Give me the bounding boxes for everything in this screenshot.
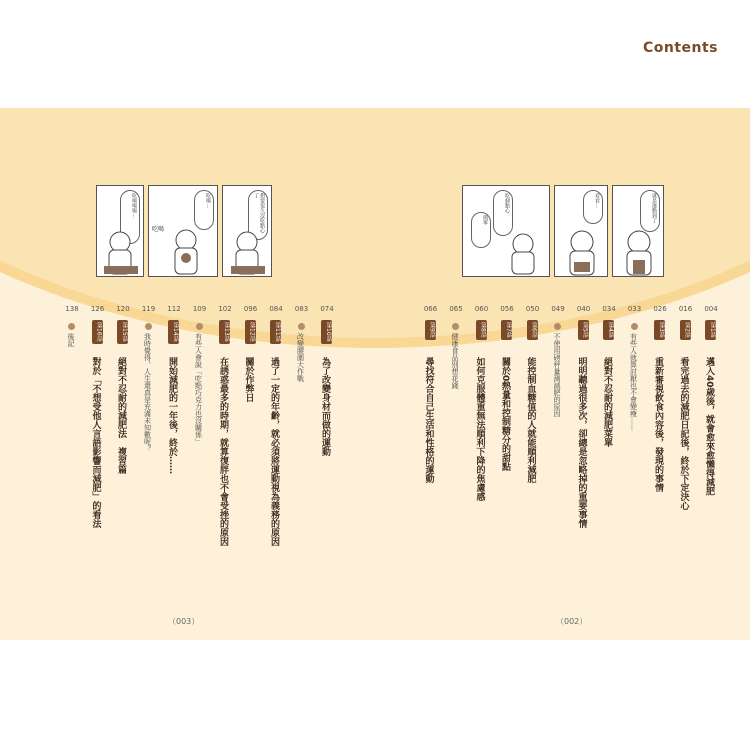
chapter-title: 對於「不想受他人言語影響而減肥」的看法 [90,357,101,528]
chapter-badge: 第3話 [654,320,665,340]
toc-entry[interactable] [498,305,516,505]
toc-page-number: 065 [449,305,463,313]
toc-entry[interactable] [473,305,491,505]
chapter-badge: 第5話 [578,320,589,340]
speech-bubble: 吃個點心 [493,190,513,236]
toc-entry[interactable] [447,305,465,505]
toc-left-page [56,305,336,605]
chapter-badge: 第1話 [705,320,716,340]
manga-panel-left-1 [96,185,144,277]
chapter-badge: 第7話 [501,320,512,340]
toc-page-number: 112 [167,305,181,313]
toc-entry[interactable] [293,305,311,505]
toc-page-number: 138 [65,305,79,313]
chapter-badge: 第13話 [219,320,230,344]
sound-effect: 吃喝 [152,226,165,233]
column-title: 有些人就算討厭也不會變瘦…… [629,333,638,431]
toc-page-number: 074 [320,305,334,313]
toc-entry[interactable] [165,305,183,505]
toc-page-number: 066 [423,305,438,313]
toc-entry[interactable] [422,305,440,505]
toc-page-number: 016 [678,305,693,313]
toc-entry[interactable] [600,305,618,505]
toc-entry[interactable] [89,305,107,528]
toc-page-number: 049 [551,305,565,313]
toc-page-number: 084 [269,305,283,313]
toc-page-number: 050 [525,305,540,313]
chapter-title: 關於作弊日 [243,357,254,402]
toc-entry[interactable] [677,305,695,510]
chapter-title: 明明聽過很多次，卻總是忽略掉的重要事情 [576,357,587,528]
toc-page-number: 034 [602,305,616,313]
chapter-badge: 第6話 [527,320,538,340]
toc-page-number: 083 [294,305,309,313]
toc-page-number: 060 [474,305,489,313]
toc-page-number: 102 [218,305,232,313]
chapter-title: 如何克服體重無法順利下降的焦慮感 [474,357,485,501]
toc-page-number: 033 [627,305,642,313]
chapter-title: 為了改變身材而做的運動 [320,357,330,456]
toc-right-page [420,305,720,605]
toc-page-number: 056 [500,305,514,313]
chapter-title: 邁入40歲後，就會愈來愈懶得減肥 [704,357,714,496]
chapter-title: 開始減肥的一年後，終於…… [167,357,177,474]
character-figure [615,224,661,276]
page-number-left: （002） [556,617,588,626]
chapter-badge: 第11話 [270,320,281,344]
chapter-title: 過了一定的年齡，就必須將運動視為義務的原因 [269,357,279,546]
toc-entry[interactable] [114,305,132,505]
column-title: 改變腰圍大作戰 [296,333,305,382]
character-figure [154,224,214,276]
toc-entry[interactable] [651,305,669,505]
column-title: 健康食品別想花錢 [451,333,459,389]
chapter-title: 關於0熱量和控制糖分的甜點 [500,357,510,472]
toc-page-number: 040 [576,305,591,313]
speech-bubble: 想要很久沒吃點心了 [248,190,268,240]
chapter-badge: 第9話 [425,320,436,340]
chapter-badge: 第12話 [245,320,256,344]
chapter-badge: 第8話 [476,320,487,340]
speech-bubble: 吃喝喝喝… [120,190,140,244]
toc-entry[interactable] [191,305,209,505]
chapter-title: 在誘惑最多的時期，就算復胖也不會受挫的原因 [218,357,228,546]
toc-entry[interactable] [575,305,593,528]
chapter-badge: 第15話 [117,320,128,344]
manga-panel-right-2 [554,185,608,277]
toc-page-number: 119 [141,305,156,313]
toc-page-number: 120 [116,305,130,313]
toc-entry[interactable] [549,305,567,505]
manga-panel-left-3 [222,185,272,277]
column-marker-icon [298,323,305,330]
column-marker-icon [145,323,152,330]
toc-page-number: 126 [90,305,105,313]
toc-entry[interactable] [702,305,720,505]
toc-entry[interactable] [63,305,81,505]
manga-panel-right-1 [462,185,550,277]
chapter-title: 重新審視飲食內容後，發現的事情 [653,357,663,492]
chapter-badge: 第10話 [321,320,332,344]
chapter-title: 能控制血糖值的人就能順利減肥 [525,357,536,483]
column-marker-icon [196,323,203,330]
toc-entry[interactable] [626,305,644,505]
character-figure [501,228,545,276]
toc-page-number: 004 [704,305,718,313]
toc-entry[interactable] [524,305,542,505]
toc-page-number: 096 [243,305,258,313]
column-title: 後記 [67,333,75,347]
chapter-title: 絕對不忍耐的減肥法 複習篇 [116,357,126,474]
speech-bubble: 吃喝… [194,190,214,230]
manga-panel-right-3 [612,185,664,277]
speech-bubble: 就是運動到了 [640,190,660,232]
toc-entry[interactable] [242,305,260,505]
manga-panel-left-2 [148,185,218,277]
speech-bubble: 看看… [583,190,603,224]
chapter-badge: 第14話 [168,320,179,344]
toc-entry[interactable] [216,305,234,546]
column-title: 有些人會說「吃點巧克力也沒關係」 [194,333,203,445]
contents-title: Contents [642,40,718,56]
chapter-title: 尋找符合自己生活和性格的運動 [423,357,434,483]
page-number-right: （003） [168,617,200,626]
toc-entry[interactable] [318,305,336,505]
toc-page-number: 026 [653,305,667,313]
character-figure [225,226,271,276]
column-marker-icon [631,323,638,330]
chapter-badge: 第4話 [603,320,614,340]
toc-entry[interactable] [267,305,285,546]
chapter-badge: 第2話 [680,320,691,340]
toc-page-number: 109 [192,305,207,313]
character-figure [558,224,606,276]
column-title: 不使用磅秤量測減肥的原因 [553,333,561,417]
character-figure [98,226,144,276]
column-title: 我時覺得，人生還真是充滿未知數呢？ [143,333,152,452]
chapter-badge: 第16話 [92,320,103,344]
column-marker-icon [452,323,459,330]
toc-entry[interactable] [140,305,158,505]
chapter-title: 看完過去的減肥日記後，終於下定決心 [678,357,689,510]
column-marker-icon [554,323,561,330]
chapter-title: 絕對不忍耐的減肥菜單 [602,357,612,447]
speech-bubble: 簡單 [471,212,491,248]
column-marker-icon [68,323,75,330]
